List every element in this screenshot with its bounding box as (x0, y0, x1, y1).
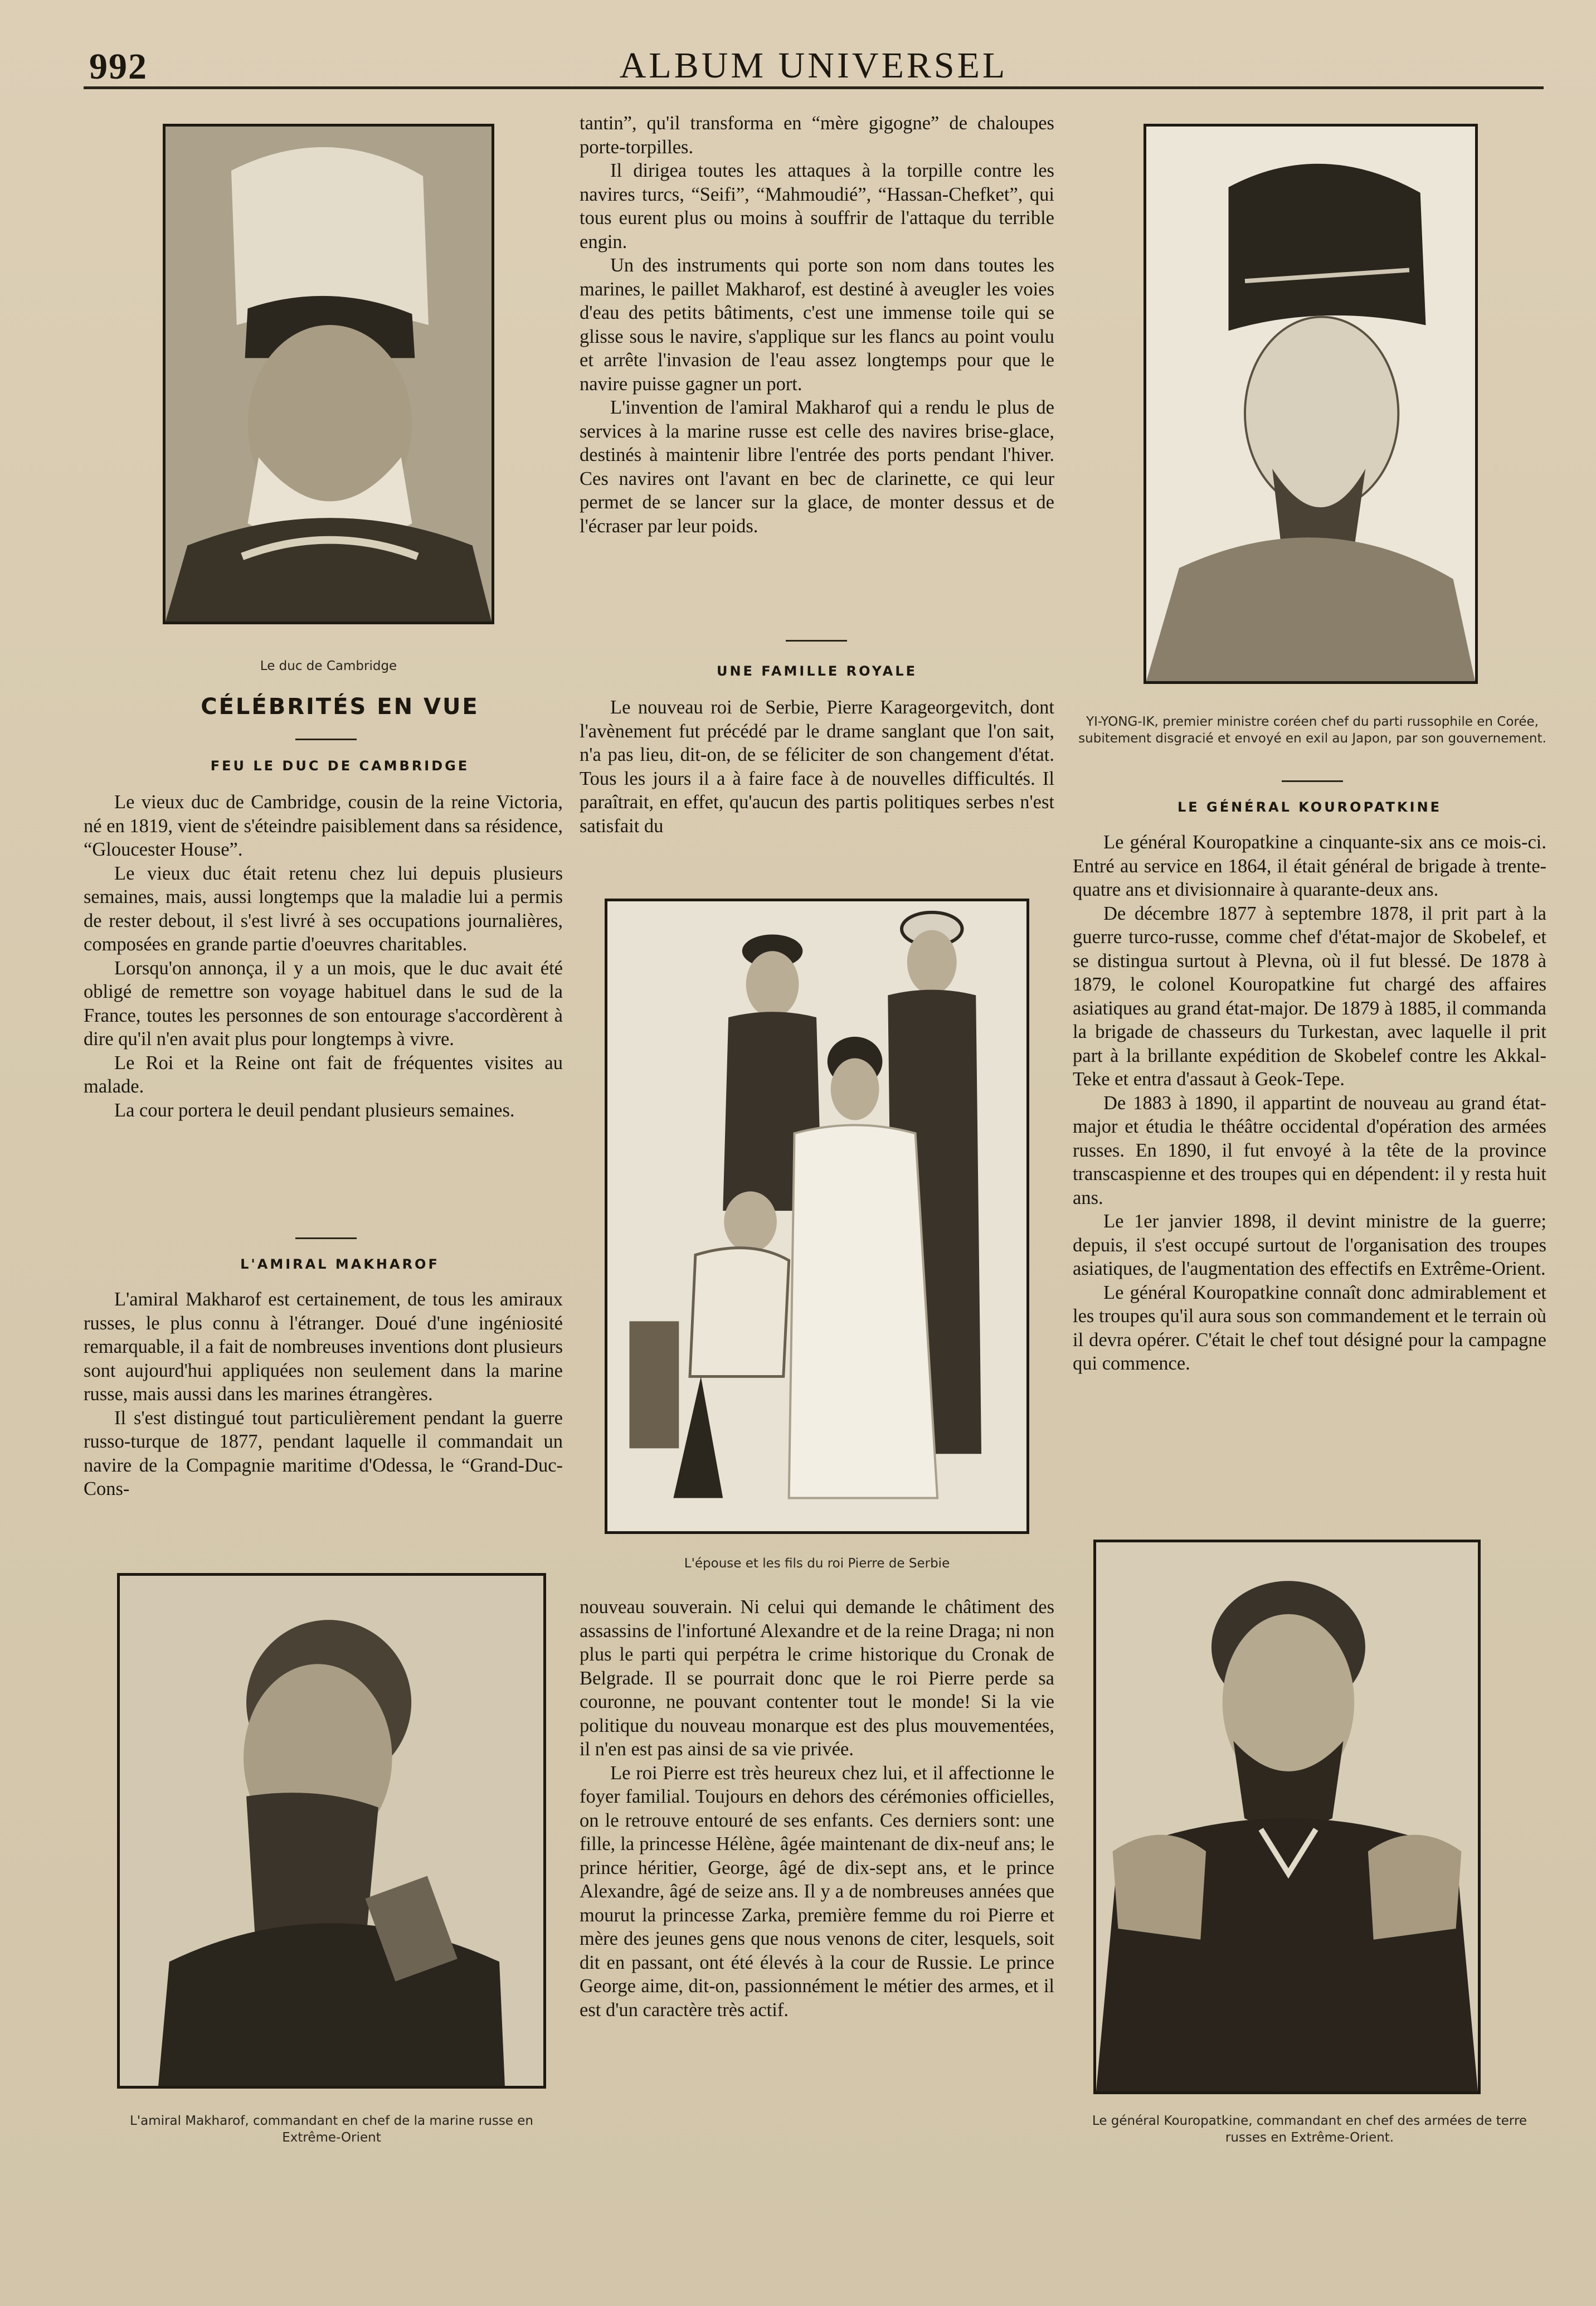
article-serbie-body (580, 696, 1054, 838)
divider-rule (295, 1237, 357, 1239)
engraving-kouropatkine (1096, 1542, 1478, 2091)
photo-famille-royale-serbie (605, 899, 1029, 1534)
divider-rule (1282, 780, 1343, 782)
caption-cambridge: Le duc de Cambridge (260, 659, 397, 673)
portrait-duc-de-cambridge (163, 124, 494, 624)
engraving-yi-yong-ik (1146, 127, 1475, 681)
article-title-cambridge: FEU LE DUC DE CAMBRIDGE (210, 758, 470, 774)
article-title-makharof: L'AMIRAL MAKHAROF (240, 1256, 440, 1272)
divider-rule (786, 640, 847, 642)
article-makharof-body (84, 1288, 563, 1501)
paragraph: tantin”, qu'il transforma en “mère gigogne” de chaloupes porte-torpilles. (580, 113, 1054, 158)
paragraph: Le général Kouropatkine connaît donc admirablement et les troupes qu'il aura sous son commandement et le terrain où il devra opérer. C'était le chef tout désigné pour la campagne qui commence. (1073, 1281, 1546, 1374)
portrait-general-kouropatkine (1093, 1540, 1481, 2094)
paragraph: Le vieux duc de Cambridge, cousin de la reine Victoria, né en 1819, vient de s'éteindre paisiblement dans sa résidence, “Gloucester House”. (84, 792, 563, 860)
paragraph: La cour portera le deuil pendant plusieurs semaines. (114, 1099, 515, 1121)
paragraph: De 1883 à 1890, il appartint de nouveau au grand état-major et étudia le théâtre occidental d'opération des armées russes. En 1890, il fut envoyé à la tête de la province transcaspienne et des troupes qui en dépendent: il y resta huit ans. (1073, 1092, 1546, 1208)
portrait-amiral-makharof (117, 1573, 546, 2089)
paragraph: Un des instruments qui porte son nom dans toutes les marines, le paillet Makharof, est destiné à aveugler les voies d'eau des petits bâtiments, c'est une immense toile qui se glisse sous le navire, s'applique sur les flancs au point voulu et arrête l'invasion de l'eau assez longtemps pour que le navire puisse gagner un port. (580, 255, 1054, 395)
article-title-serbie: UNE FAMILLE ROYALE (716, 663, 918, 679)
caption-famille: L'épouse et les fils du roi Pierre de Serbie (684, 1556, 950, 1571)
divider-rule (295, 739, 357, 740)
paragraph: Le roi Pierre est très heureux chez lui, et il affectionne le foyer familial. Toujours en dehors des cérémonies officielles, on le retrouve entouré de ses enfants. Ces derniers sont: une fille, la princesse Hélène, âgée maintenant de dix-neuf ans; le prince héritier, George, âgé de dix-sept ans, et le prince Alexandre, âgé de seize ans. Il y a de nombreuses années que mourut la princesse Zarka, première femme du roi Pierre et mère des jeunes gens que nous venons de citer, lesquels, soit dit en passant, ont été élevés à la cour de Russie. Le prince George aime, dit-on, passionnément le métier des armes, et il est d'un caractère très actif. (580, 1762, 1054, 2021)
paragraph: nouveau souverain. Ni celui qui demande le châtiment des assassins de l'infortuné Alexandre et de la reine Draga; ni non plus le parti qui perpétra le crime historique du Cronak de Belgrade. Il se pourrait donc que le roi Pierre perde sa couronne, ne pouvant contenter tout le monde! Si la vie politique du nouveau monarque est des plus mouvementées, il n'en est pas ainsi de sa vie privée. (580, 1596, 1054, 1760)
page-header (84, 45, 1544, 89)
caption-yi-yong-ik: YI-YONG-IK, premier ministre coréen chef du parti russophile en Corée, subitement disgracié et envoyé en exil au Japon, par son gouvernement. (1078, 715, 1546, 746)
masthead-title: ALBUM UNIVERSEL (619, 45, 1008, 86)
engraving-cambridge (166, 127, 492, 622)
paragraph: Le nouveau roi de Serbie, Pierre Karageorgevitch, dont l'avènement fut précédé par le drame sanglant que l'on sait, n'a pas lieu, dit-on, de se féliciter de son changement d'état. Tous les jours il a à faire face à de nouvelles difficultés. Il paraîtrait, en effet, qu'aucun des partis politiques serbes n'est satisfait du (580, 697, 1054, 837)
paragraph: Lorsqu'on annonça, il y a un mois, que le duc avait été obligé de remettre son voyage habituel dans le sud de la France, toutes les personnes de son entourage s'accordèrent à dire qu'il n'en avait plus pour longtemps à vivre. (84, 957, 563, 1050)
paragraph: Le 1er janvier 1898, il devint ministre de la guerre; depuis, il s'est occupé surtout de l'organisation des troupes asiatiques, de l'augmentation des effectifs en Extrême-Orient. (1073, 1211, 1546, 1279)
paragraph: Il dirigea toutes les attaques à la torpille contre les navires turcs, “Seifi”, “Mahmoudié”, “Hassan-Chefket”, qui tous eurent plus ou moins à souffrir de l'attaque du terrible engin. (580, 160, 1054, 253)
section-title-celebrites: CÉLÉBRITÉS EN VUE (201, 694, 479, 720)
engraving-famille (607, 901, 1026, 1531)
portrait-yi-yong-ik (1144, 124, 1478, 684)
paragraph: Il s'est distingué tout particulièrement pendant la guerre russo-turque de 1877, pendant laquelle il commandait un navire de la Compagnie maritime d'Odessa, le “Grand-Duc-Cons- (84, 1407, 563, 1499)
paragraph: Le général Kouropatkine a cinquante-six ans ce mois-ci. Entré au service en 1864, il était général de brigade à trente-quatre ans et divisionnaire à quarante-deux ans. (1073, 832, 1546, 900)
paragraph: Le vieux duc était retenu chez lui depuis plusieurs semaines, mais, aussi longtemps que la maladie lui a permis de rester debout, il s'est livré à ses occupations journalières, composées en grande partie d'oeuvres charitables. (84, 862, 563, 955)
article-makharof-continued (580, 111, 1054, 538)
article-serbie-continued (580, 1595, 1054, 2022)
paragraph: De décembre 1877 à septembre 1878, il prit part à la guerre turco-russe, comme chef d'état-major de Skobelef, et se distingua surtout à Plevna, où il fut blessé. De 1878 à 1879, le colonel Kouropatkine fut chargé des affaires asiatiques au grand état-major. De 1879 à 1885, il commanda la brigade de chasseurs du Turkestan, avec laquelle il prit part à la brillante expédition de Skobelef contre les Akkal-Teke et entra d'assaut à Geok-Tepe. (1073, 902, 1546, 1090)
paragraph: L'invention de l'amiral Makharof qui a rendu le plus de services à la marine russe est celle des navires brise-glace, destinés à maintenir libre l'entrée des ports pendant l'hiver. Ces navires ont l'avant en bec de clarinette, ce qui leur permet de se lancer sur la glace, de monter dessus et de l'écraser par leur poids. (580, 397, 1054, 537)
caption-makharof: L'amiral Makharof, commandant en chef de la marine russe en Extrême-Orient (130, 2114, 533, 2145)
engraving-makharof (120, 1576, 543, 2086)
article-kouropatkine-body (1073, 831, 1546, 1376)
page-number: 992 (89, 46, 148, 87)
article-cambridge-body (84, 790, 563, 1122)
paragraph: L'amiral Makharof est certainement, de tous les amiraux russes, le plus connu à l'étranger. Doué d'une ingéniosité remarquable, il a fait de nombreuses inventions dont plusieurs sont aujourd'hui appliquées non seulement dans la marine russe, mais aussi dans les marines étrangères. (84, 1289, 563, 1405)
paragraph: Le Roi et la Reine ont fait de fréquentes visites au malade. (84, 1052, 563, 1097)
caption-kouropatkine: Le général Kouropatkine, commandant en chef des armées de terre russes en Extrême-Orient. (1092, 2114, 1527, 2145)
article-title-kouropatkine: LE GÉNÉRAL KOUROPATKINE (1177, 799, 1442, 815)
